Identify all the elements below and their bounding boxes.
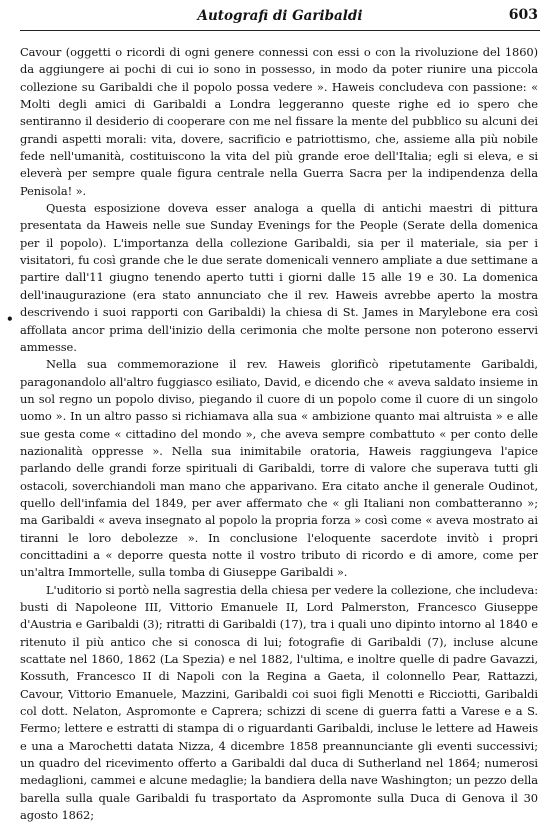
margin-mark: •: [6, 312, 14, 326]
paragraph-3: Nella sua commemorazione il rev. Haweis glorificò ripetutamente Garibaldi, paragonandolo all'altro fuggiasco esiliato, David, e dicendo che « aveva saldato insieme in un sol regno un popolo diviso, piegando il cuore di un popolo come il cuore di un singolo uomo ». In un altro passo si richiamava alla sua « ambizione quanto mai altruista » e alle sue gesta come « cittadino del mondo », che aveva sempre combattuto « per conto delle nazionalità oppresse ». Nella sua inimitabile oratoria, Haweis raggiungeva l'apice parlando delle grandi forze spirituali di Garibaldi, torre di valore che superava tutti gli ostacoli, soverchiandoli man mano che apparivano. Era citato anche il generale Oudinot, quello dell'infamia del 1849, per aver affermato che « gli Italiani non combatteranno »; ma Garibaldi « aveva insegnato al popolo la propria forza » così come « aveva mostrato ai tiranni le loro debolezze ». In conclusione l'eloquente sacerdote invitò i propri concittadini a « deporre questa notte il vostro tributo di ricordo e di amore, come per un'altra Immortelle, sulla tomba di Giuseppe Garibaldi ».: [20, 357, 538, 580]
running-head: Autografi di Garibaldi: [197, 8, 363, 24]
page-header: [20, 6, 540, 31]
page-number: 603: [508, 7, 538, 23]
body-text: [20, 44, 538, 824]
paragraph-2: Questa esposizione doveva esser analoga a quella di antichi maestri di pittura presentata da Haweis nelle sue Sunday Evenings for the People (Serate della domenica per il popolo). L'importanza della collezione Garibaldi, sia per il materiale, sia per i visitatori, fu così grande che le due serate domenicali vennero ampliate a due settimane a partire dall'11 giugno tenendo aperto tutti i giorni dalle 15 alle 19 e 30. La domenica dell'inaugurazione (era stato annunciato che il rev. Haweis avrebbe aperto la mostra descrivendo i suoi rapporti con Garibaldi) la chiesa di St. James in Marylebone era così affollata ancor prima dell'inizio della cerimonia che molte persone non poterono esservi ammesse.: [20, 201, 538, 354]
paragraph-4: L'uditorio si portò nella sagrestia della chiesa per vedere la collezione, che includeva: busti di Napoleone III, Vittorio Emanuele II, Lord Palmerston, Francesco Giuseppe d'Austria e Garibaldi (3); ritratti di Garibaldi (17), tra i quali uno dipinto intorno al 1840 e ritenuto il più antico che si conosca di lui; fotografie di Garibaldi (7), incluse alcune scattate nel 1860, 1862 (La Spezia) e nel 1882, l'ultima, e inoltre quelle di padre Gavazzi, Kossuth, Francesco II di Napoli con la Regina a Gaeta, il colonnello Pear, Rattazzi, Cavour, Vittorio Emanuele, Mazzini, Garibaldi coi suoi figli Menotti e Ricciotti, Garibaldi col dott. Nelaton, Aspromonte e Caprera; schizzi di scene di guerra fatti a Varese e a S. Fermo; lettere e estratti di stampa di o riguardanti Garibaldi, incluse le lettere ad Haweis e una a Marochetti datata Nizza, 4 dicembre 1858 preannunciante gli eventi successivi; un quadro del ricevimento offerto a Garibaldi dal duca di Sutherland nel 1864; numerosi medaglioni, cammei e alcune medaglie; la bandiera della nave Washington; un pezzo della barella sulla quale Garibaldi fu trasportato da Aspromonte sulla Duca di Genova il 30 agosto 1862;: [20, 582, 538, 823]
paragraph-1: Cavour (oggetti o ricordi di ogni genere connessi con essi o con la rivoluzione del 1860) da aggiungere ai pochi di cui io sono in possesso, in modo da poter riunire una piccola collezione su Garibaldi che il popolo possa vedere ». Haweis concludeva con passione: « Molti degli amici di Garibaldi a Londra leggeranno queste righe ed io spero che sentiranno il desiderio di cooperare con me nel fissare la mente del pubblico su alcuni dei grandi aspetti morali: vita, dovere, sacrificio e patriottismo, che, assieme alla più nobile fede nell'umanità, costituiscono la vita del più grande eroe dell'Italia; egli si eleva, e si eleverà per sempre quale figura centrale nella Guerra Sacra per la indipendenza della Penisola! ».: [20, 45, 538, 198]
